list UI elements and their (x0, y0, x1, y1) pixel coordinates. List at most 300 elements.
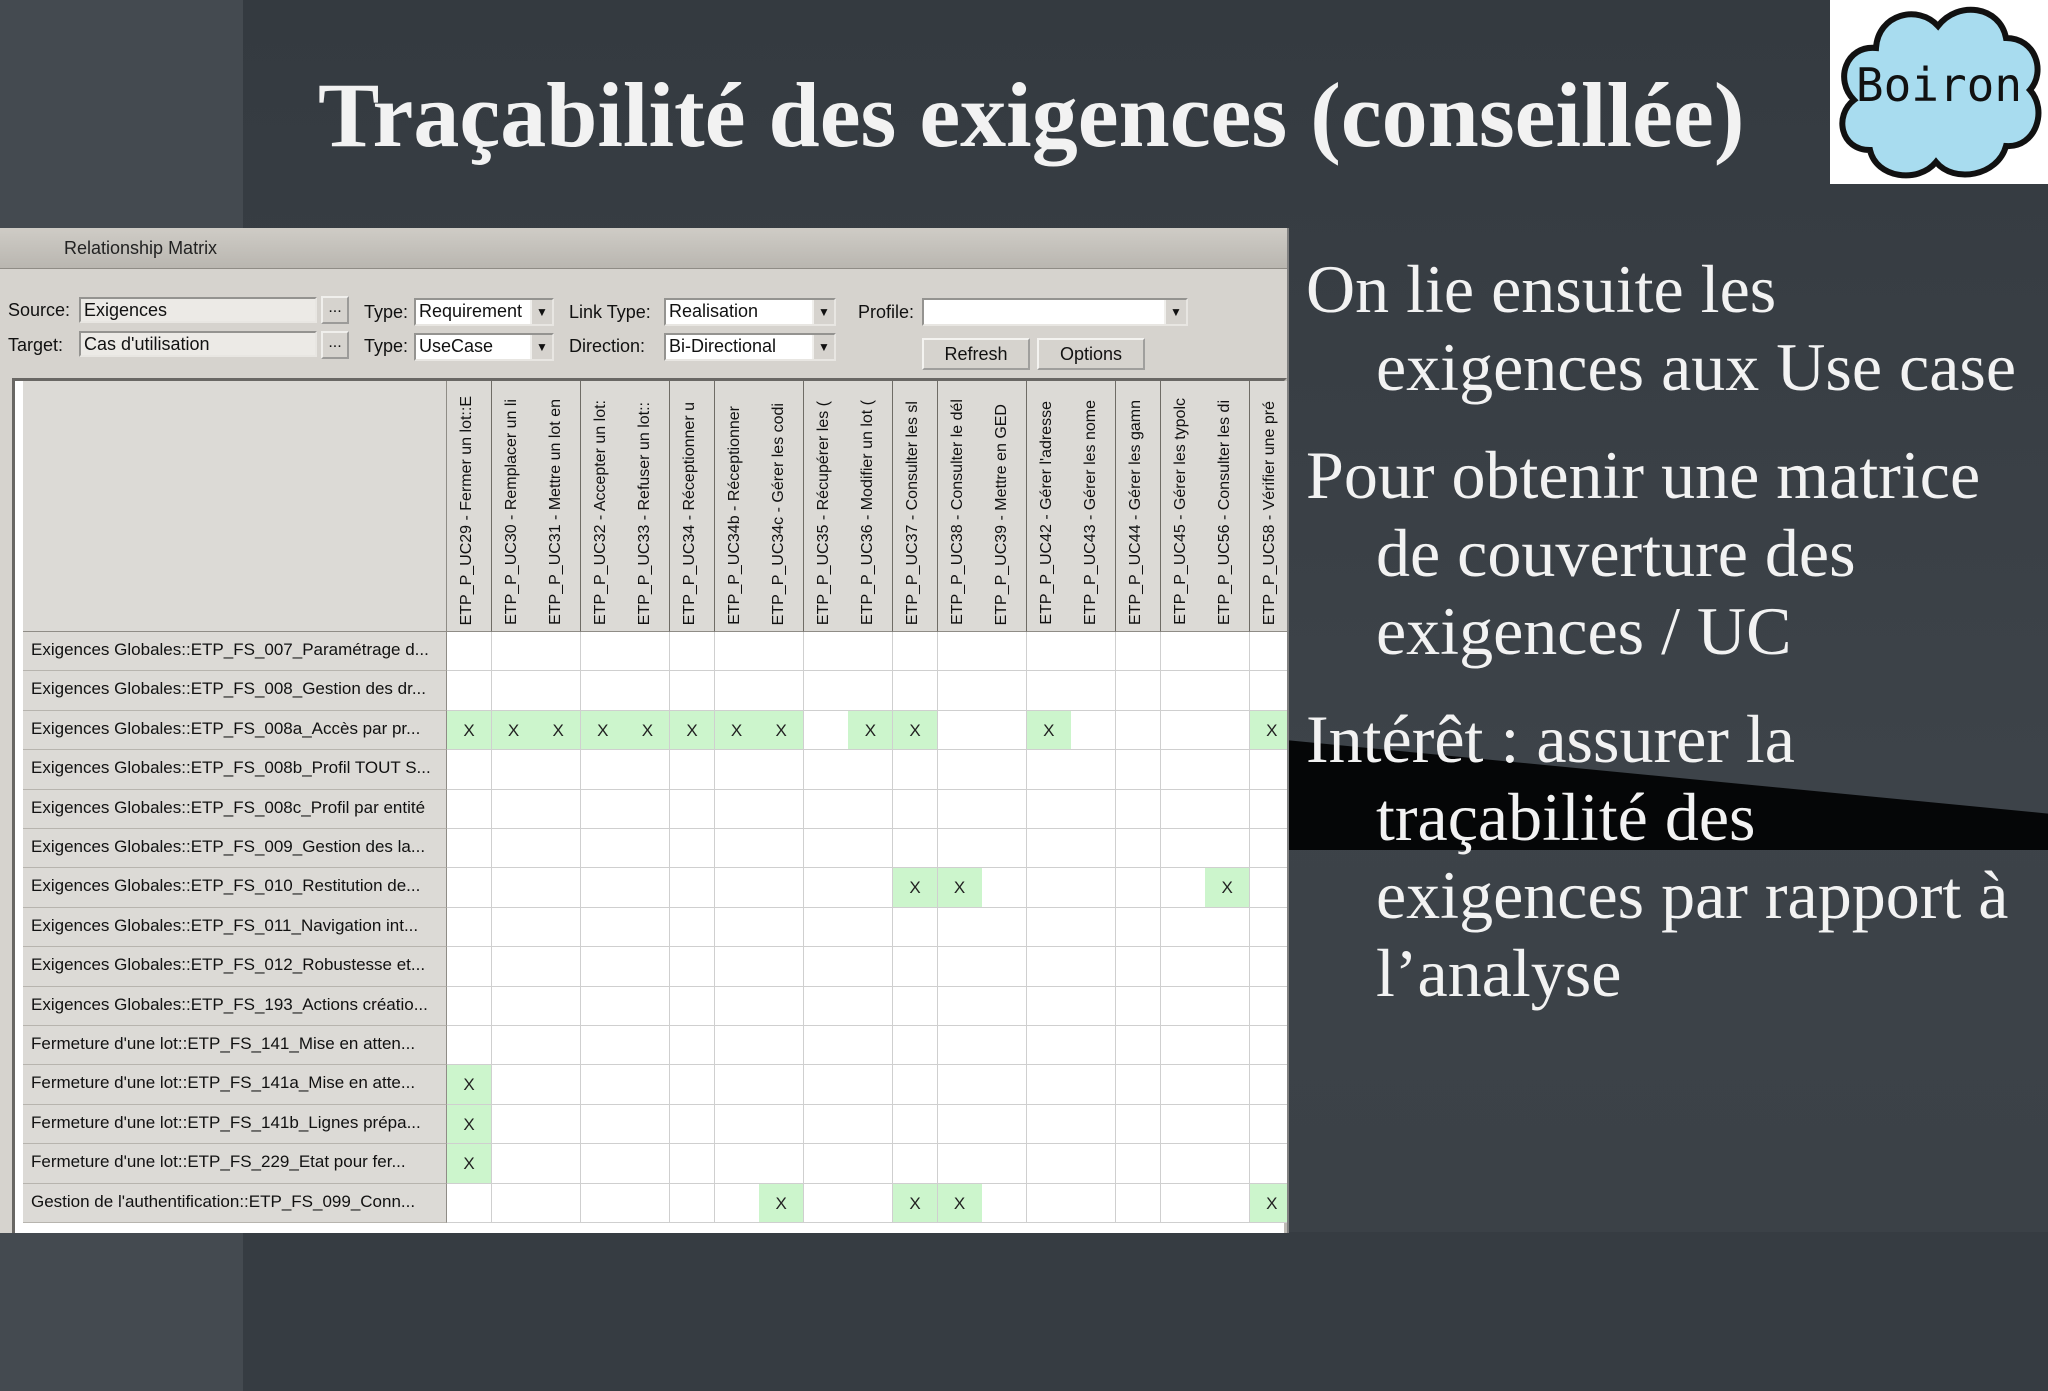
matrix-cell[interactable] (1250, 671, 1289, 710)
matrix-cell[interactable] (715, 750, 760, 789)
row-header[interactable]: Exigences Globales::ETP_FS_008_Gestion des dr... (23, 671, 447, 710)
matrix-cell[interactable] (1205, 947, 1250, 986)
matrix-cell[interactable] (1071, 790, 1116, 829)
matrix-cell[interactable] (715, 947, 760, 986)
matrix-cell[interactable] (670, 632, 715, 671)
matrix-cell[interactable] (1027, 671, 1072, 710)
matrix-cell[interactable] (447, 1184, 492, 1223)
matrix-cell[interactable] (759, 947, 804, 986)
matrix-cell[interactable] (1205, 632, 1250, 671)
matrix-cell[interactable] (492, 790, 537, 829)
matrix-cell[interactable] (938, 1065, 983, 1104)
matrix-cell[interactable] (1205, 1144, 1250, 1183)
matrix-cell[interactable] (536, 750, 581, 789)
link-cell[interactable]: X (447, 1144, 492, 1183)
matrix-cell[interactable] (625, 1065, 670, 1104)
matrix-cell[interactable] (893, 908, 938, 947)
matrix-cell[interactable] (848, 1026, 893, 1065)
matrix-cell[interactable] (982, 750, 1027, 789)
column-header[interactable] (1027, 381, 1072, 632)
column-header[interactable] (1071, 381, 1116, 632)
matrix-cell[interactable] (1250, 1026, 1289, 1065)
chevron-down-icon[interactable]: ▼ (1164, 300, 1186, 324)
link-cell[interactable]: X (581, 711, 626, 750)
matrix-cell[interactable] (982, 829, 1027, 868)
matrix-cell[interactable] (982, 632, 1027, 671)
matrix-cell[interactable] (670, 671, 715, 710)
matrix-cell[interactable] (1250, 908, 1289, 947)
matrix-cell[interactable] (1027, 829, 1072, 868)
matrix-cell[interactable] (1250, 632, 1289, 671)
matrix-cell[interactable] (938, 632, 983, 671)
matrix-cell[interactable] (1161, 1184, 1206, 1223)
matrix-cell[interactable] (1071, 750, 1116, 789)
matrix-cell[interactable] (982, 711, 1027, 750)
matrix-cell[interactable] (447, 790, 492, 829)
column-header[interactable] (848, 381, 893, 632)
matrix-cell[interactable] (804, 1184, 849, 1223)
matrix-cell[interactable] (1027, 987, 1072, 1026)
matrix-cell[interactable] (893, 1144, 938, 1183)
matrix-cell[interactable] (1161, 1144, 1206, 1183)
column-header[interactable] (759, 381, 804, 632)
matrix-cell[interactable] (447, 1026, 492, 1065)
matrix-cell[interactable] (1205, 671, 1250, 710)
profile-select[interactable] (922, 298, 1188, 326)
matrix-cell[interactable] (1161, 987, 1206, 1026)
matrix-cell[interactable] (1027, 868, 1072, 907)
link-cell[interactable]: X (1250, 711, 1289, 750)
link-cell[interactable]: X (938, 1184, 983, 1223)
matrix-cell[interactable] (1027, 790, 1072, 829)
matrix-cell[interactable] (492, 750, 537, 789)
link-cell[interactable]: X (447, 1065, 492, 1104)
matrix-cell[interactable] (625, 1105, 670, 1144)
matrix-cell[interactable] (1071, 987, 1116, 1026)
matrix-cell[interactable] (581, 1184, 626, 1223)
matrix-cell[interactable] (893, 829, 938, 868)
matrix-cell[interactable] (893, 1026, 938, 1065)
matrix-cell[interactable] (625, 790, 670, 829)
target-browse-button[interactable]: ... (321, 331, 349, 359)
matrix-cell[interactable] (1205, 750, 1250, 789)
matrix-cell[interactable] (1205, 1026, 1250, 1065)
matrix-cell[interactable] (1116, 947, 1161, 986)
link-cell[interactable]: X (848, 711, 893, 750)
matrix-cell[interactable] (715, 908, 760, 947)
row-header[interactable]: Exigences Globales::ETP_FS_008a_Accès par pr... (23, 711, 447, 750)
matrix-cell[interactable] (804, 1144, 849, 1183)
matrix-cell[interactable] (1250, 1144, 1289, 1183)
matrix-cell[interactable] (982, 1184, 1027, 1223)
matrix-cell[interactable] (447, 947, 492, 986)
matrix-cell[interactable] (1116, 1026, 1161, 1065)
matrix-cell[interactable] (715, 1144, 760, 1183)
matrix-cell[interactable] (1161, 868, 1206, 907)
link-cell[interactable]: X (893, 868, 938, 907)
source-field[interactable]: Exigences (79, 297, 317, 323)
link-cell[interactable]: X (1205, 868, 1250, 907)
matrix-cell[interactable] (1250, 1065, 1289, 1104)
matrix-cell[interactable] (1027, 632, 1072, 671)
matrix-cell[interactable] (492, 1144, 537, 1183)
matrix-cell[interactable] (804, 1026, 849, 1065)
matrix-cell[interactable] (982, 671, 1027, 710)
matrix-cell[interactable] (536, 1184, 581, 1223)
matrix-cell[interactable] (938, 1026, 983, 1065)
matrix-cell[interactable] (804, 829, 849, 868)
matrix-cell[interactable] (982, 987, 1027, 1026)
matrix-cell[interactable] (938, 947, 983, 986)
matrix-cell[interactable] (1205, 987, 1250, 1026)
column-header[interactable] (1116, 381, 1161, 632)
matrix-cell[interactable] (804, 671, 849, 710)
matrix-cell[interactable] (982, 947, 1027, 986)
row-header[interactable]: Exigences Globales::ETP_FS_008b_Profil TOUT S... (23, 750, 447, 789)
matrix-cell[interactable] (938, 750, 983, 789)
matrix-cell[interactable] (536, 1105, 581, 1144)
matrix-cell[interactable] (1071, 1026, 1116, 1065)
matrix-cell[interactable] (492, 947, 537, 986)
matrix-cell[interactable] (670, 790, 715, 829)
matrix-cell[interactable] (759, 987, 804, 1026)
chevron-down-icon[interactable]: ▼ (530, 300, 552, 324)
matrix-cell[interactable] (670, 987, 715, 1026)
matrix-cell[interactable] (715, 671, 760, 710)
refresh-button[interactable]: Refresh (922, 338, 1030, 370)
matrix-cell[interactable] (670, 750, 715, 789)
matrix-cell[interactable] (536, 908, 581, 947)
matrix-cell[interactable] (492, 868, 537, 907)
matrix-cell[interactable] (1161, 829, 1206, 868)
matrix-cell[interactable] (893, 987, 938, 1026)
matrix-cell[interactable] (804, 790, 849, 829)
row-header[interactable]: Exigences Globales::ETP_FS_011_Navigation int... (23, 908, 447, 947)
matrix-cell[interactable] (1161, 711, 1206, 750)
matrix-cell[interactable] (893, 632, 938, 671)
matrix-cell[interactable] (1027, 750, 1072, 789)
matrix-cell[interactable] (447, 671, 492, 710)
matrix-cell[interactable] (447, 987, 492, 1026)
matrix-cell[interactable] (492, 1184, 537, 1223)
matrix-cell[interactable] (1161, 1026, 1206, 1065)
matrix-cell[interactable] (625, 947, 670, 986)
matrix-cell[interactable] (536, 987, 581, 1026)
link-cell[interactable]: X (447, 711, 492, 750)
matrix-cell[interactable] (536, 947, 581, 986)
row-header[interactable]: Fermeture d'une lot::ETP_FS_141_Mise en atten... (23, 1026, 447, 1065)
matrix-cell[interactable] (715, 1065, 760, 1104)
matrix-cell[interactable] (447, 829, 492, 868)
column-header[interactable] (893, 381, 938, 632)
matrix-cell[interactable] (670, 868, 715, 907)
matrix-cell[interactable] (1027, 908, 1072, 947)
target-field[interactable]: Cas d'utilisation (79, 331, 317, 357)
matrix-cell[interactable] (759, 829, 804, 868)
matrix-cell[interactable] (447, 868, 492, 907)
matrix-cell[interactable] (759, 908, 804, 947)
matrix-cell[interactable] (893, 790, 938, 829)
matrix-cell[interactable] (1027, 1105, 1072, 1144)
row-header[interactable]: Fermeture d'une lot::ETP_FS_141a_Mise en atte... (23, 1065, 447, 1104)
matrix-cell[interactable] (1161, 1065, 1206, 1104)
matrix-cell[interactable] (1071, 908, 1116, 947)
matrix-cell[interactable] (581, 868, 626, 907)
matrix-cell[interactable] (625, 671, 670, 710)
row-header[interactable]: Exigences Globales::ETP_FS_012_Robustesse et... (23, 947, 447, 986)
link-cell[interactable]: X (492, 711, 537, 750)
matrix-cell[interactable] (1071, 1105, 1116, 1144)
matrix-cell[interactable] (1205, 1105, 1250, 1144)
link-cell[interactable]: X (1250, 1184, 1289, 1223)
matrix-cell[interactable] (938, 908, 983, 947)
link-type-select[interactable] (664, 298, 836, 326)
matrix-cell[interactable] (670, 947, 715, 986)
matrix-cell[interactable] (536, 868, 581, 907)
matrix-cell[interactable] (670, 1184, 715, 1223)
column-header[interactable] (982, 381, 1027, 632)
matrix-cell[interactable] (581, 1026, 626, 1065)
matrix-cell[interactable] (581, 987, 626, 1026)
row-header[interactable]: Exigences Globales::ETP_FS_007_Paramétrage d... (23, 632, 447, 671)
matrix-cell[interactable] (1161, 750, 1206, 789)
column-header[interactable] (625, 381, 670, 632)
matrix-cell[interactable] (893, 671, 938, 710)
matrix-cell[interactable] (1027, 1144, 1072, 1183)
matrix-cell[interactable] (982, 1026, 1027, 1065)
matrix-cell[interactable] (804, 711, 849, 750)
matrix-cell[interactable] (581, 671, 626, 710)
link-cell[interactable]: X (670, 711, 715, 750)
matrix-cell[interactable] (1161, 947, 1206, 986)
matrix-cell[interactable] (848, 790, 893, 829)
matrix-cell[interactable] (759, 1026, 804, 1065)
matrix-cell[interactable] (492, 632, 537, 671)
matrix-cell[interactable] (893, 1065, 938, 1104)
matrix-cell[interactable] (759, 671, 804, 710)
matrix-cell[interactable] (1116, 671, 1161, 710)
matrix-cell[interactable] (982, 790, 1027, 829)
row-header[interactable]: Exigences Globales::ETP_FS_009_Gestion des la... (23, 829, 447, 868)
matrix-cell[interactable] (1250, 987, 1289, 1026)
matrix-cell[interactable] (715, 1105, 760, 1144)
column-header[interactable] (447, 381, 492, 632)
matrix-cell[interactable] (536, 1026, 581, 1065)
matrix-cell[interactable] (1161, 908, 1206, 947)
matrix-cell[interactable] (1027, 1184, 1072, 1223)
link-cell[interactable]: X (447, 1105, 492, 1144)
matrix-cell[interactable] (804, 868, 849, 907)
matrix-cell[interactable] (581, 1065, 626, 1104)
matrix-cell[interactable] (536, 671, 581, 710)
column-header[interactable] (1161, 381, 1206, 632)
matrix-cell[interactable] (492, 908, 537, 947)
matrix-cell[interactable] (715, 987, 760, 1026)
matrix-cell[interactable] (1250, 829, 1289, 868)
matrix-cell[interactable] (848, 947, 893, 986)
matrix-cell[interactable] (447, 908, 492, 947)
matrix-cell[interactable] (848, 1105, 893, 1144)
matrix-cell[interactable] (1116, 829, 1161, 868)
row-header[interactable]: Fermeture d'une lot::ETP_FS_229_Etat pour fer... (23, 1144, 447, 1183)
column-header[interactable] (581, 381, 626, 632)
matrix-cell[interactable] (581, 1105, 626, 1144)
matrix-cell[interactable] (1116, 790, 1161, 829)
matrix-cell[interactable] (893, 1105, 938, 1144)
matrix-cell[interactable] (1116, 632, 1161, 671)
matrix-cell[interactable] (625, 908, 670, 947)
matrix-cell[interactable] (848, 1184, 893, 1223)
matrix-cell[interactable] (1205, 1184, 1250, 1223)
matrix-cell[interactable] (1205, 829, 1250, 868)
matrix-cell[interactable] (982, 908, 1027, 947)
matrix-cell[interactable] (759, 790, 804, 829)
matrix-cell[interactable] (759, 1144, 804, 1183)
row-header[interactable]: Exigences Globales::ETP_FS_193_Actions créatio... (23, 987, 447, 1026)
matrix-cell[interactable] (938, 790, 983, 829)
matrix-cell[interactable] (1205, 1065, 1250, 1104)
chevron-down-icon[interactable]: ▼ (530, 335, 552, 359)
matrix-cell[interactable] (982, 1105, 1027, 1144)
matrix-cell[interactable] (1250, 750, 1289, 789)
matrix-cell[interactable] (1116, 1184, 1161, 1223)
column-header[interactable] (715, 381, 760, 632)
source-browse-button[interactable]: ... (321, 296, 349, 324)
matrix-cell[interactable] (938, 671, 983, 710)
matrix-cell[interactable] (848, 829, 893, 868)
matrix-cell[interactable] (536, 632, 581, 671)
matrix-cell[interactable] (670, 1144, 715, 1183)
matrix-cell[interactable] (804, 632, 849, 671)
matrix-cell[interactable] (759, 1065, 804, 1104)
matrix-cell[interactable] (1071, 1144, 1116, 1183)
matrix-cell[interactable] (938, 1144, 983, 1183)
matrix-cell[interactable] (625, 987, 670, 1026)
column-header[interactable] (536, 381, 581, 632)
column-header[interactable] (1205, 381, 1250, 632)
matrix-cell[interactable] (670, 908, 715, 947)
matrix-cell[interactable] (1161, 790, 1206, 829)
matrix-cell[interactable] (1071, 1184, 1116, 1223)
column-header[interactable] (670, 381, 715, 632)
matrix-cell[interactable] (492, 1026, 537, 1065)
matrix-cell[interactable] (1071, 671, 1116, 710)
matrix-cell[interactable] (804, 947, 849, 986)
matrix-cell[interactable] (804, 1065, 849, 1104)
matrix-cell[interactable] (670, 1105, 715, 1144)
matrix-cell[interactable] (625, 750, 670, 789)
column-header[interactable] (804, 381, 849, 632)
matrix-cell[interactable] (1116, 1065, 1161, 1104)
direction-select[interactable] (664, 333, 836, 361)
matrix-cell[interactable] (1250, 868, 1289, 907)
link-cell[interactable]: X (759, 711, 804, 750)
matrix-cell[interactable] (581, 908, 626, 947)
matrix-cell[interactable] (1161, 632, 1206, 671)
matrix-cell[interactable] (1071, 947, 1116, 986)
column-header[interactable] (938, 381, 983, 632)
matrix-cell[interactable] (492, 671, 537, 710)
matrix-cell[interactable] (1071, 829, 1116, 868)
matrix-cell[interactable] (804, 1105, 849, 1144)
matrix-cell[interactable] (938, 711, 983, 750)
matrix-cell[interactable] (1116, 868, 1161, 907)
matrix-cell[interactable] (938, 829, 983, 868)
matrix-cell[interactable] (670, 829, 715, 868)
matrix-cell[interactable] (581, 750, 626, 789)
source-type-select[interactable] (414, 298, 554, 326)
matrix-cell[interactable] (938, 1105, 983, 1144)
matrix-cell[interactable] (1250, 947, 1289, 986)
matrix-cell[interactable] (715, 829, 760, 868)
target-type-select[interactable] (414, 333, 554, 361)
matrix-cell[interactable] (625, 1026, 670, 1065)
matrix-cell[interactable] (447, 632, 492, 671)
matrix-cell[interactable] (759, 632, 804, 671)
column-header[interactable] (492, 381, 537, 632)
matrix-cell[interactable] (1161, 671, 1206, 710)
matrix-cell[interactable] (581, 947, 626, 986)
matrix-cell[interactable] (625, 829, 670, 868)
link-cell[interactable]: X (1027, 711, 1072, 750)
chevron-down-icon[interactable]: ▼ (812, 300, 834, 324)
link-cell[interactable]: X (715, 711, 760, 750)
matrix-cell[interactable] (1027, 947, 1072, 986)
matrix-cell[interactable] (804, 750, 849, 789)
matrix-cell[interactable] (1116, 987, 1161, 1026)
row-header[interactable]: Gestion de l'authentification::ETP_FS_099_Conn... (23, 1184, 447, 1223)
matrix-cell[interactable] (581, 790, 626, 829)
matrix-cell[interactable] (848, 1065, 893, 1104)
options-button[interactable]: Options (1037, 338, 1145, 370)
matrix-cell[interactable] (804, 908, 849, 947)
matrix-cell[interactable] (759, 868, 804, 907)
matrix-cell[interactable] (1071, 711, 1116, 750)
matrix-cell[interactable] (1071, 632, 1116, 671)
link-cell[interactable]: X (759, 1184, 804, 1223)
matrix-cell[interactable] (848, 632, 893, 671)
link-cell[interactable]: X (893, 1184, 938, 1223)
matrix-cell[interactable] (982, 1144, 1027, 1183)
matrix-cell[interactable] (670, 1065, 715, 1104)
matrix-cell[interactable] (581, 1144, 626, 1183)
matrix-cell[interactable] (1116, 750, 1161, 789)
matrix-cell[interactable] (581, 632, 626, 671)
matrix-cell[interactable] (715, 790, 760, 829)
matrix-cell[interactable] (536, 829, 581, 868)
matrix-cell[interactable] (492, 829, 537, 868)
matrix-cell[interactable] (1161, 1105, 1206, 1144)
matrix-cell[interactable] (848, 868, 893, 907)
matrix-cell[interactable] (1116, 711, 1161, 750)
matrix-cell[interactable] (581, 829, 626, 868)
matrix-cell[interactable] (1250, 1105, 1289, 1144)
matrix-cell[interactable] (625, 868, 670, 907)
matrix-cell[interactable] (625, 1184, 670, 1223)
row-header[interactable]: Exigences Globales::ETP_FS_010_Restitution de... (23, 868, 447, 907)
matrix-cell[interactable] (1205, 711, 1250, 750)
matrix-cell[interactable] (848, 908, 893, 947)
matrix-cell[interactable] (536, 1144, 581, 1183)
matrix-cell[interactable] (492, 1065, 537, 1104)
matrix-cell[interactable] (447, 750, 492, 789)
row-header[interactable]: Exigences Globales::ETP_FS_008c_Profil par entité (23, 790, 447, 829)
link-cell[interactable]: X (938, 868, 983, 907)
matrix-cell[interactable] (1027, 1065, 1072, 1104)
matrix-cell[interactable] (848, 1144, 893, 1183)
column-header[interactable] (1250, 381, 1289, 632)
matrix-cell[interactable] (759, 1105, 804, 1144)
